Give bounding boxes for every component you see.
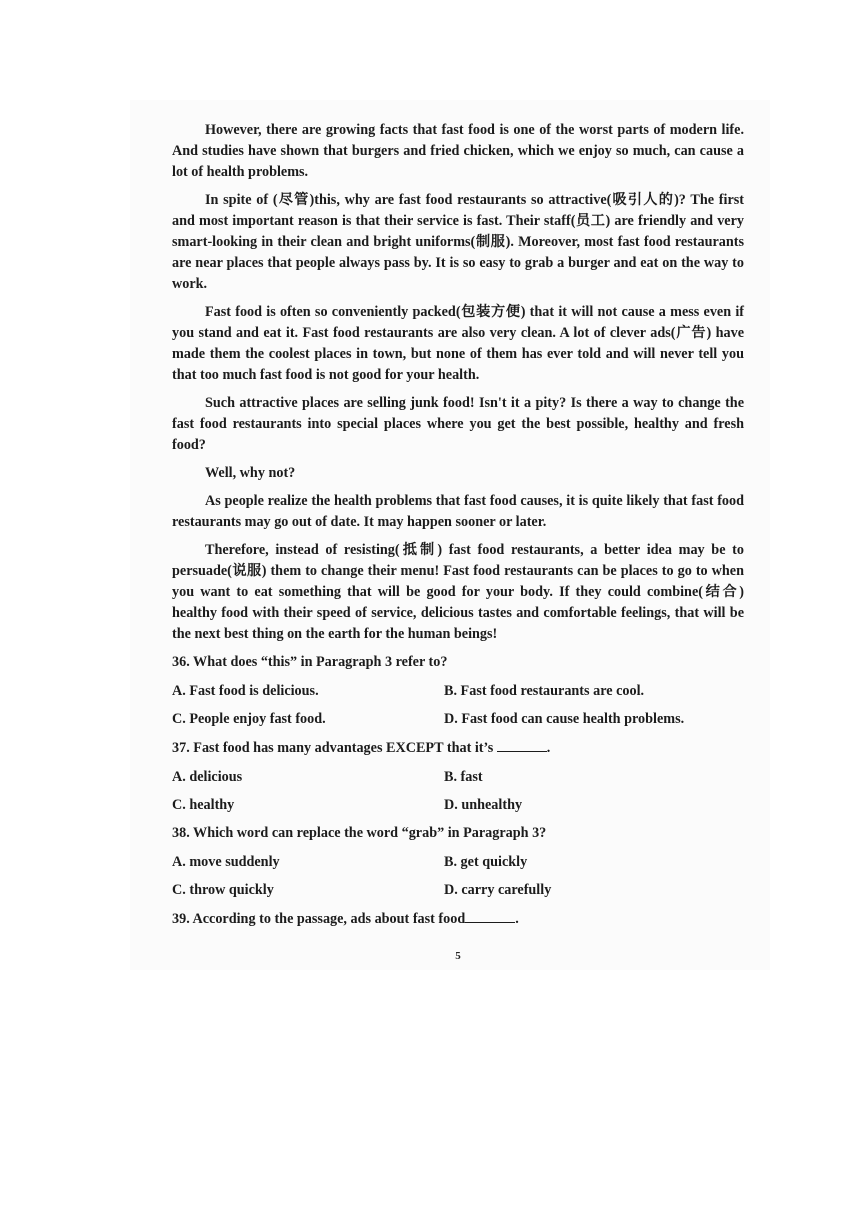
question-36-option-d: D. Fast food can cause health problems. xyxy=(444,711,685,727)
passage-paragraph-2: In spite of (尽管)this, why are fast food restaurants so attractive(吸引人的)? The first and most important reason is that their service is fast. Their staff(员工) are friendly and very smart-looking in their clean and bright uniforms(制服). Moreover, most fast food restaurants are near places that people always pass by. It is so easy to grab a burger and eat on the way to work. xyxy=(172,192,744,292)
exam-content xyxy=(172,120,744,938)
question-38-option-c: C. throw quickly xyxy=(172,882,274,898)
passage-paragraph-5: Well, why not? xyxy=(205,465,296,481)
question-37-options-row-1 xyxy=(172,767,744,788)
question-37-option-d: D. unhealthy xyxy=(444,797,523,813)
question-37-option-a: A. delicious xyxy=(172,769,243,785)
passage-paragraph-6: As people realize the health problems that fast food causes, it is quite likely that fast food restaurants may go out of date. It may happen sooner or later. xyxy=(172,493,744,530)
page-number: 5 xyxy=(455,950,461,962)
question-38-options-row-2 xyxy=(172,880,744,901)
question-37-option-c: C. healthy xyxy=(172,797,235,813)
question-36-options-row-1 xyxy=(172,681,744,702)
answer-blank xyxy=(465,908,515,923)
question-38-option-d: D. carry carefully xyxy=(444,882,552,898)
passage-paragraph-4: Such attractive places are selling junk food! Isn't it a pity? Is there a way to change the fast food restaurants into special places where you get the best possible, healthy and fresh food? xyxy=(172,395,744,453)
passage-paragraph-7: Therefore, instead of resisting(抵制) fast food restaurants, a better idea may be to persuade(说服) them to change their menu! Fast food restaurants can be places to go to when you want to eat something that will be good for your body. If they could combine(结合) healthy food with their speed of service, delicious tastes and comfortable feelings, that will be the next best thing on the earth for the human beings! xyxy=(172,542,744,642)
question-36-option-b: B. Fast food restaurants are cool. xyxy=(444,683,645,699)
answer-blank xyxy=(497,737,547,752)
question-37 xyxy=(172,737,744,759)
question-39-end: . xyxy=(515,911,519,927)
question-37-option-b: B. fast xyxy=(444,769,483,785)
question-36-options-row-2 xyxy=(172,709,744,730)
question-38-option-a: A. move suddenly xyxy=(172,854,280,870)
question-37-stem: 37. Fast food has many advantages EXCEPT that it’s xyxy=(172,740,494,756)
question-36-stem: 36. What does “this” in Paragraph 3 refer to? xyxy=(172,654,448,670)
question-38-stem: 38. Which word can replace the word “grab” in Paragraph 3? xyxy=(172,825,547,841)
passage-paragraph-3: Fast food is often so conveniently packed(包装方便) that it will not cause a mess even if you stand and eat it. Fast food restaurants are also very clean. A lot of clever ads(广告) have made them the coolest places in town, but none of them has ever told and will never tell you that too much fast food is not good for your health. xyxy=(172,304,744,383)
question-36-option-c: C. People enjoy fast food. xyxy=(172,711,326,727)
passage-paragraph-1: However, there are growing facts that fast food is one of the worst parts of modern life. And studies have shown that burgers and fried chicken, which we enjoy so much, can cause a lot of health problems. xyxy=(172,122,744,180)
question-37-end: . xyxy=(546,740,551,756)
question-39 xyxy=(172,908,744,930)
question-36-option-a: A. Fast food is delicious. xyxy=(172,683,319,699)
question-39-stem: 39. According to the passage, ads about fast food xyxy=(172,911,466,927)
question-38-option-b: B. get quickly xyxy=(444,854,528,870)
question-37-options-row-2 xyxy=(172,795,744,816)
question-38-options-row-1 xyxy=(172,852,744,873)
